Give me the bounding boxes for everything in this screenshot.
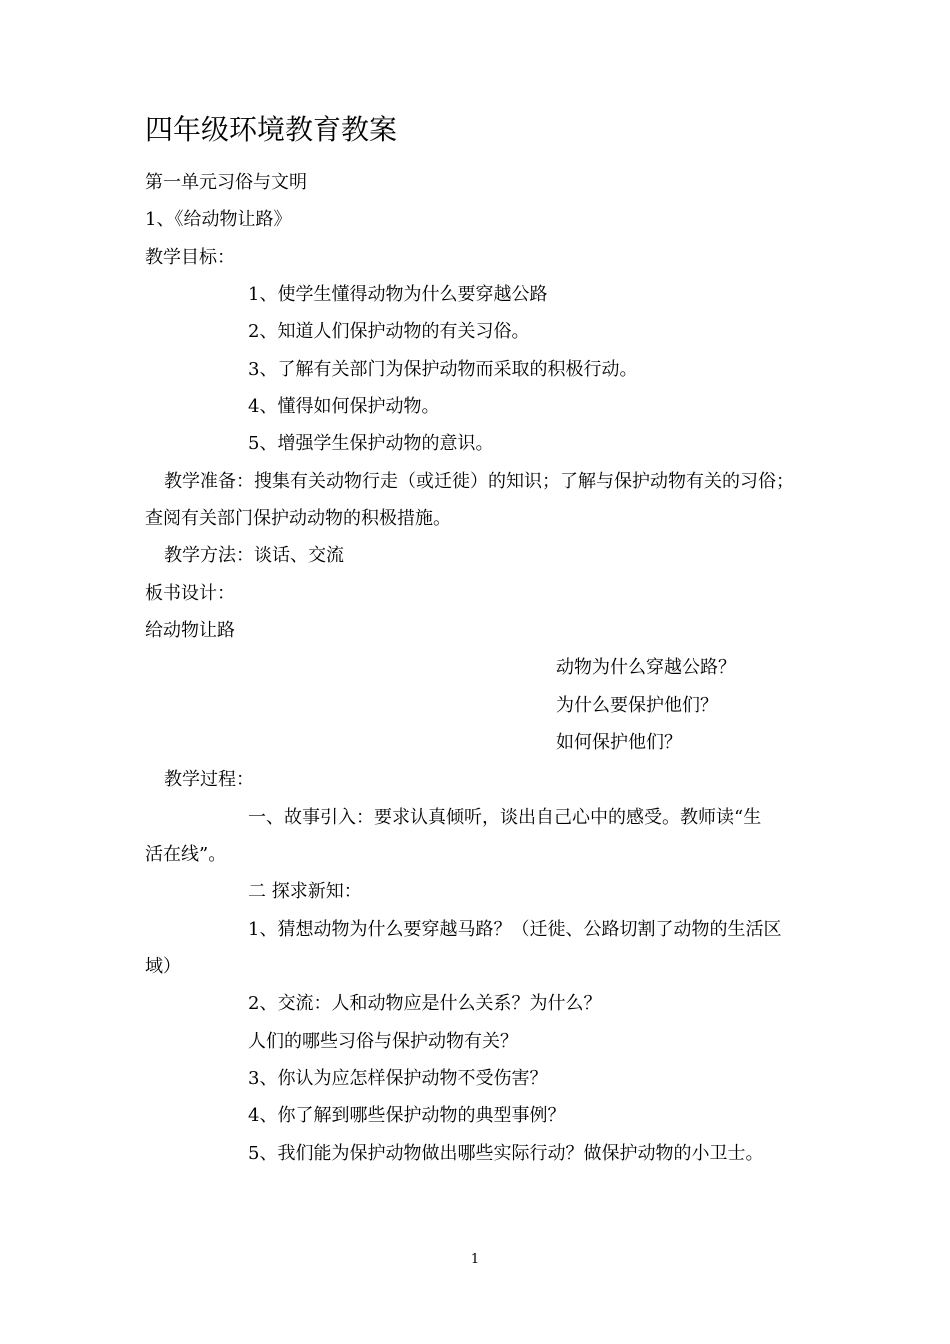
process-label: 教学过程： bbox=[164, 769, 254, 790]
board-point: 如何保护他们？ bbox=[556, 732, 682, 753]
process-line: 活在线”。 bbox=[145, 844, 227, 865]
objective-item: 5、增强学生保护动物的意识。 bbox=[248, 433, 494, 454]
document-title: 四年级环境教育教案 bbox=[145, 113, 398, 146]
lesson-heading: 1、《给动物让路》 bbox=[145, 209, 292, 230]
process-line: 1、猜想动物为什么要穿越马路？（迁徙、公路切割了动物的生活区 bbox=[248, 919, 782, 940]
preparation-line: 查阅有关部门保护动动物的积极措施。 bbox=[145, 508, 451, 529]
process-line: 人们的哪些习俗与保护动物有关？ bbox=[248, 1031, 518, 1052]
board-title: 给动物让路 bbox=[145, 620, 235, 641]
process-line: 域） bbox=[145, 956, 181, 977]
board-point: 为什么要保护他们？ bbox=[556, 695, 718, 716]
objective-item: 3、了解有关部门为保护动物而采取的积极行动。 bbox=[248, 359, 638, 380]
objective-item: 4、懂得如何保护动物。 bbox=[248, 396, 440, 417]
objective-item: 2、知道人们保护动物的有关习俗。 bbox=[248, 321, 530, 342]
method-line: 教学方法：谈话、交流 bbox=[164, 545, 344, 566]
unit-heading: 第一单元习俗与文明 bbox=[145, 172, 307, 193]
objectives-label: 教学目标： bbox=[145, 247, 235, 268]
board-point: 动物为什么穿越公路？ bbox=[556, 657, 736, 678]
objective-item: 1、使学生懂得动物为什么要穿越公路 bbox=[248, 284, 548, 305]
process-line: 2、交流：人和动物应是什么关系？为什么？ bbox=[248, 993, 602, 1014]
preparation-line: 教学准备：搜集有关动物行走（或迁徙）的知识；了解与保护动物有关的习俗； bbox=[164, 471, 794, 492]
process-line: 一、故事引入：要求认真倾听，谈出自己心中的感受。教师读“生 bbox=[248, 807, 762, 828]
process-line: 二 探求新知： bbox=[248, 881, 362, 902]
board-label: 板书设计： bbox=[145, 583, 235, 604]
process-line: 4、你了解到哪些保护动物的典型事例？ bbox=[248, 1105, 566, 1126]
process-line: 3、你认为应怎样保护动物不受伤害？ bbox=[248, 1068, 548, 1089]
process-line: 5、我们能为保护动物做出哪些实际行动？做保护动物的小卫士。 bbox=[248, 1143, 764, 1164]
page-number: 1 bbox=[470, 1252, 480, 1267]
